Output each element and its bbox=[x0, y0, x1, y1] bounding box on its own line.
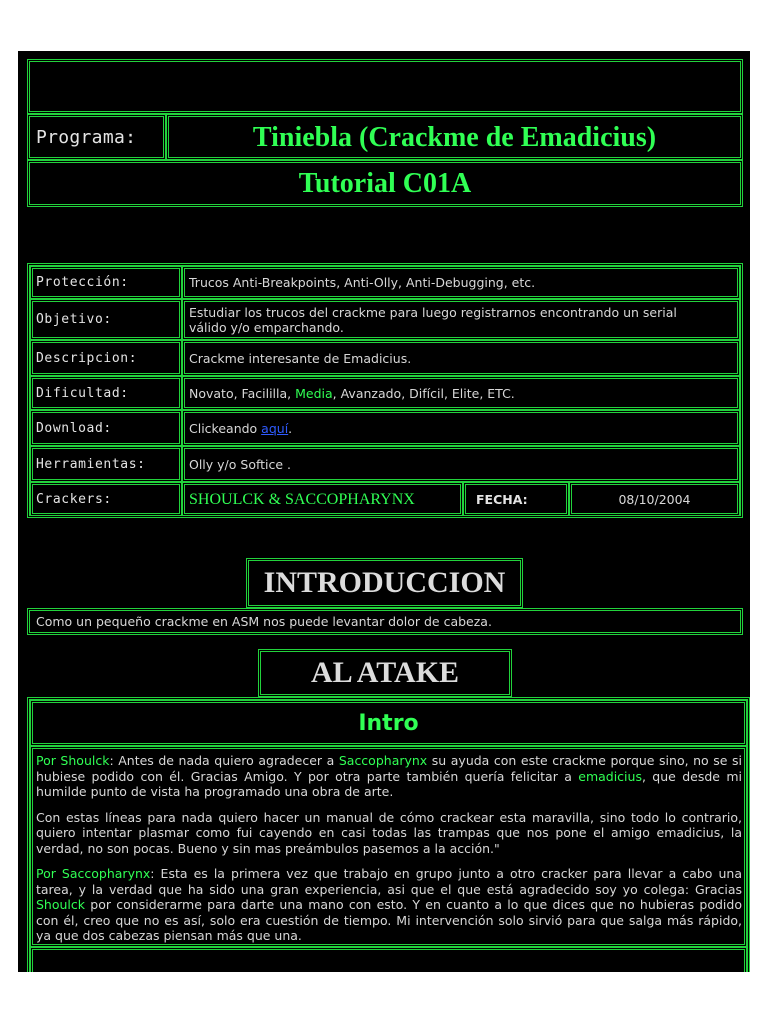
descripcion-label: Descripcion: bbox=[36, 350, 138, 366]
program-title: Tiniebla (Crackme de Emadicius) bbox=[252, 121, 657, 153]
herramientas-label-cell bbox=[30, 446, 182, 482]
author-saccopharynx: Saccopharynx bbox=[338, 753, 428, 768]
objetivo-value: Estudiar los trucos del crackme para luego registrarnos encontrando un serial válido y/o emparchando. bbox=[189, 304, 677, 335]
objetivo-label: Objetivo: bbox=[36, 312, 112, 327]
tutorial-title: Tutorial C01A bbox=[298, 168, 472, 199]
descripcion-value-cell bbox=[182, 340, 740, 376]
proteccion-value-cell bbox=[182, 266, 740, 299]
crackers-value: SHOULCK & SACCOPHARYNX bbox=[189, 490, 415, 508]
descripcion-value: Crackme interesante de Emadicius. bbox=[189, 350, 412, 366]
al-atake-heading-box bbox=[258, 649, 512, 697]
proteccion-value: Trucos Anti-Breakpoints, Anti-Olly, Anti-Debugging, etc. bbox=[189, 275, 536, 290]
download-label: Download: bbox=[36, 420, 112, 436]
next-section-cell bbox=[30, 947, 747, 972]
introduccion-text: Como un pequeño crackme en ASM nos puede levantar dolor de cabeza. bbox=[36, 614, 492, 629]
intro-title: Intro bbox=[358, 710, 419, 736]
proteccion-label: Protección: bbox=[36, 275, 129, 290]
program-label-cell bbox=[27, 114, 166, 160]
header-empty-row bbox=[27, 59, 743, 114]
author-shoulck: Por Shoulck bbox=[36, 753, 110, 768]
objetivo-value-cell bbox=[182, 299, 740, 340]
descripcion-label-cell bbox=[30, 340, 182, 376]
download-value-cell bbox=[182, 410, 740, 446]
fecha-value-cell bbox=[569, 482, 740, 516]
objetivo-label-cell bbox=[30, 299, 182, 340]
introduccion-heading: INTRODUCCION bbox=[263, 566, 506, 599]
author-saccopharynx-2: Por Saccopharynx bbox=[36, 866, 151, 881]
intro-paragraph-3: Por Saccopharynx: Esta es la primera vez que trabajo en grupo junto a otro cracker para llevar a cabo una tarea, y la verdad que ha sido una gran experiencia, asi que el que está agradecido soy yo colega: Gracias Shoulck por considerarme para darte una mano con esto. Y en cuanto a lo que dices que no hubieras podido con él, creo que no es así, solo era cuestión de tiempo. Mi intervención solo sirvió para que salga más rápido, ya que dos cabezas piensan más que una. bbox=[36, 866, 742, 943]
herramientas-label: Herramientas: bbox=[36, 456, 146, 472]
crackers-label-cell bbox=[30, 482, 182, 516]
fecha-value: 08/10/2004 bbox=[618, 491, 691, 507]
intro-paragraph-2: Con estas líneas para nada quiero hacer un manual de cómo crackear esta maravilla, sino todo lo contrario, quiero intentar plasmar como fui cayendo en casi todas las trampas que nos pone el amigo emadicius, la verdad, no son pocas. Bueno y sin mas preámbulos pasemos a la acción." bbox=[36, 809, 742, 856]
intro-paragraph-1: Por Shoulck: Antes de nada quiero agradecer a Saccopharynx su ayuda con este crackme porque sino, no se si hubiese podido con él. Gracias Amigo. Y por otra parte también quería felicitar a emadicius, que desde mi humilde punto de vista ha programado una obra de arte. bbox=[36, 753, 742, 799]
dificultad-label-cell bbox=[30, 376, 182, 410]
tutorial-title-cell bbox=[27, 160, 743, 207]
dificultad-value-cell bbox=[182, 376, 740, 410]
download-label-cell bbox=[30, 410, 182, 446]
crackers-label: Crackers: bbox=[36, 491, 112, 507]
author-emadicius: emadicius bbox=[578, 768, 642, 784]
dificultad-highlight: Media bbox=[295, 385, 333, 401]
fecha-label-cell bbox=[463, 482, 569, 516]
proteccion-label-cell bbox=[30, 266, 182, 299]
introduccion-text-cell bbox=[27, 608, 743, 635]
download-link[interactable]: aquí bbox=[261, 420, 289, 436]
dificultad-value: Novato, Facililla, Media, Avanzado, Difícil, Elite, ETC. bbox=[189, 385, 515, 401]
fecha-label: FECHA: bbox=[476, 491, 528, 507]
herramientas-value: Olly y/o Softice . bbox=[189, 456, 292, 472]
intro-title-cell bbox=[30, 700, 747, 746]
download-value: Clickeando aquí. bbox=[189, 420, 293, 436]
crackers-value-cell bbox=[182, 482, 463, 516]
herramientas-value-cell bbox=[182, 446, 740, 482]
introduccion-heading-box bbox=[246, 558, 523, 608]
al-atake-heading: AL ATAKE bbox=[310, 656, 460, 689]
dificultad-label: Dificultad: bbox=[36, 385, 129, 401]
author-shoulck-2: Shoulck bbox=[36, 897, 86, 912]
intro-body-cell bbox=[30, 746, 747, 947]
program-label: Programa: bbox=[36, 126, 137, 148]
document-page bbox=[18, 51, 750, 972]
program-title-cell bbox=[166, 114, 743, 160]
